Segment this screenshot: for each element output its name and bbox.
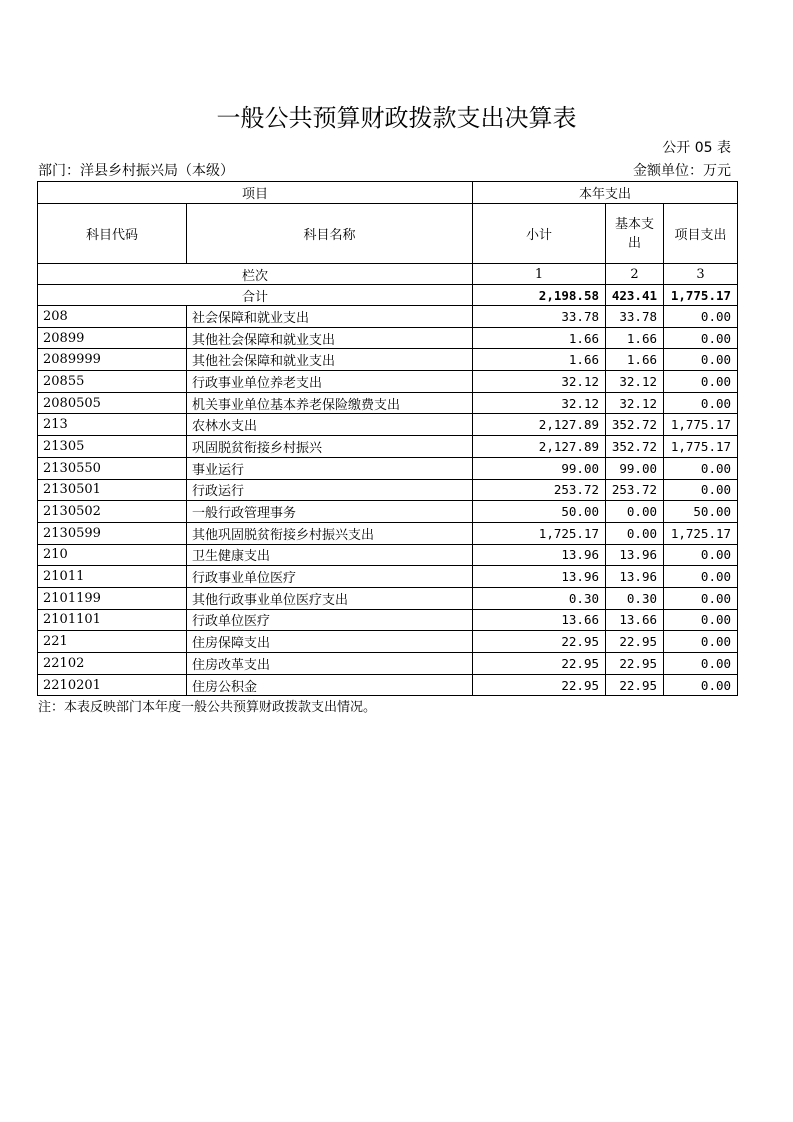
- row-code: 2080505: [38, 392, 187, 414]
- row-project: 0.00: [664, 371, 738, 393]
- row-name: 巩固脱贫衔接乡村振兴: [187, 436, 473, 458]
- row-basic: 0.00: [606, 522, 664, 544]
- row-project: 0.00: [664, 631, 738, 653]
- table-row: [38, 392, 738, 414]
- lanci-1: 1: [473, 264, 606, 285]
- row-name: 其他巩固脱贫衔接乡村振兴支出: [187, 522, 473, 544]
- row-code: 213: [38, 414, 187, 436]
- row-project: 0.00: [664, 457, 738, 479]
- row-project: 1,775.17: [664, 436, 738, 458]
- row-subtotal: 22.95: [473, 653, 606, 675]
- row-name: 其他行政事业单位医疗支出: [187, 587, 473, 609]
- row-code: 210: [38, 544, 187, 566]
- row-code: 21305: [38, 436, 187, 458]
- row-project: 0.00: [664, 544, 738, 566]
- row-subtotal: 253.72: [473, 479, 606, 501]
- row-subtotal: 2,127.89: [473, 414, 606, 436]
- row-name: 其他社会保障和就业支出: [187, 349, 473, 371]
- row-project: 0.00: [664, 327, 738, 349]
- row-basic: 352.72: [606, 414, 664, 436]
- table-row: [38, 522, 738, 544]
- row-code: 2130599: [38, 522, 187, 544]
- row-project: 0.00: [664, 392, 738, 414]
- row-project: 0.00: [664, 653, 738, 675]
- row-subtotal: 1.66: [473, 349, 606, 371]
- row-subtotal: 32.12: [473, 371, 606, 393]
- page-title: 一般公共预算财政拨款支出决算表: [216, 104, 577, 132]
- row-subtotal: 22.95: [473, 674, 606, 696]
- row-project: 0.00: [664, 349, 738, 371]
- table-row: [38, 349, 738, 371]
- table-row: [38, 566, 738, 588]
- table-row: [38, 479, 738, 501]
- row-basic: 13.96: [606, 566, 664, 588]
- row-basic: 0.30: [606, 587, 664, 609]
- header-row-1: [38, 182, 738, 204]
- row-project: 50.00: [664, 501, 738, 523]
- row-basic: 33.78: [606, 306, 664, 328]
- row-basic: 13.96: [606, 544, 664, 566]
- lanci-label: 栏次: [38, 264, 473, 285]
- department-label: 部门：洋县乡村振兴局（本级）: [38, 163, 234, 179]
- lanci-3: 3: [664, 264, 738, 285]
- row-name: 住房改革支出: [187, 653, 473, 675]
- col-header-code: 科目代码: [38, 204, 187, 264]
- row-basic: 0.00: [606, 501, 664, 523]
- row-code: 2101199: [38, 587, 187, 609]
- row-code: 21011: [38, 566, 187, 588]
- lanci-2: 2: [606, 264, 664, 285]
- table-row: [38, 501, 738, 523]
- header-item: 项目: [38, 182, 473, 204]
- table-row: [38, 653, 738, 675]
- table-row: [38, 306, 738, 328]
- header-current-year: 本年支出: [473, 182, 738, 204]
- table-row: [38, 371, 738, 393]
- amount-unit-label: 金额单位：万元: [633, 163, 731, 179]
- row-code: 221: [38, 631, 187, 653]
- row-project: 0.00: [664, 566, 738, 588]
- row-name: 事业运行: [187, 457, 473, 479]
- row-name: 行政单位医疗: [187, 609, 473, 631]
- row-name: 一般行政管理事务: [187, 501, 473, 523]
- row-subtotal: 22.95: [473, 631, 606, 653]
- row-code: 2101101: [38, 609, 187, 631]
- col-header-name: 科目名称: [187, 204, 473, 264]
- row-subtotal: 13.96: [473, 544, 606, 566]
- row-subtotal: 1.66: [473, 327, 606, 349]
- row-name: 卫生健康支出: [187, 544, 473, 566]
- row-name: 机关事业单位基本养老保险缴费支出: [187, 392, 473, 414]
- col-header-basic: 基本支出: [606, 204, 664, 264]
- row-project: 0.00: [664, 587, 738, 609]
- row-basic: 22.95: [606, 653, 664, 675]
- row-project: 1,725.17: [664, 522, 738, 544]
- row-code: 2130501: [38, 479, 187, 501]
- row-code: 20899: [38, 327, 187, 349]
- row-name: 其他社会保障和就业支出: [187, 327, 473, 349]
- col-header-project: 项目支出: [664, 204, 738, 264]
- row-name: 住房保障支出: [187, 631, 473, 653]
- expenditure-table: [37, 181, 738, 696]
- row-subtotal: 33.78: [473, 306, 606, 328]
- total-project: 1,775.17: [664, 285, 738, 306]
- header-row-2: [38, 204, 738, 264]
- row-project: 1,775.17: [664, 414, 738, 436]
- table-row: [38, 587, 738, 609]
- row-name: 住房公积金: [187, 674, 473, 696]
- total-basic: 423.41: [606, 285, 664, 306]
- form-number: 公开 05 表: [662, 140, 731, 156]
- table-row: [38, 609, 738, 631]
- col-header-subtotal: 小计: [473, 204, 606, 264]
- row-name: 社会保障和就业支出: [187, 306, 473, 328]
- row-basic: 253.72: [606, 479, 664, 501]
- footnote: 注：本表反映部门本年度一般公共预算财政拨款支出情况。: [38, 700, 377, 715]
- table-row: [38, 674, 738, 696]
- row-basic: 32.12: [606, 371, 664, 393]
- total-row: [38, 285, 738, 306]
- row-project: 0.00: [664, 674, 738, 696]
- row-project: 0.00: [664, 306, 738, 328]
- row-name: 农林水支出: [187, 414, 473, 436]
- row-subtotal: 99.00: [473, 457, 606, 479]
- row-basic: 13.66: [606, 609, 664, 631]
- row-subtotal: 13.96: [473, 566, 606, 588]
- row-subtotal: 0.30: [473, 587, 606, 609]
- lanci-row: [38, 264, 738, 285]
- total-subtotal: 2,198.58: [473, 285, 606, 306]
- row-name: 行政事业单位医疗: [187, 566, 473, 588]
- total-label: 合计: [38, 285, 473, 306]
- row-basic: 99.00: [606, 457, 664, 479]
- table-row: [38, 414, 738, 436]
- row-basic: 1.66: [606, 349, 664, 371]
- row-project: 0.00: [664, 479, 738, 501]
- table-row: [38, 327, 738, 349]
- table-row: [38, 631, 738, 653]
- row-basic: 22.95: [606, 674, 664, 696]
- row-project: 0.00: [664, 609, 738, 631]
- row-basic: 1.66: [606, 327, 664, 349]
- row-code: 2130550: [38, 457, 187, 479]
- row-basic: 352.72: [606, 436, 664, 458]
- row-code: 2210201: [38, 674, 187, 696]
- table-row: [38, 457, 738, 479]
- row-basic: 32.12: [606, 392, 664, 414]
- row-subtotal: 50.00: [473, 501, 606, 523]
- row-subtotal: 2,127.89: [473, 436, 606, 458]
- row-code: 208: [38, 306, 187, 328]
- row-code: 20855: [38, 371, 187, 393]
- row-subtotal: 1,725.17: [473, 522, 606, 544]
- table-row: [38, 544, 738, 566]
- row-subtotal: 13.66: [473, 609, 606, 631]
- row-name: 行政事业单位养老支出: [187, 371, 473, 393]
- row-code: 2089999: [38, 349, 187, 371]
- row-code: 2130502: [38, 501, 187, 523]
- table-row: [38, 436, 738, 458]
- row-subtotal: 32.12: [473, 392, 606, 414]
- row-code: 22102: [38, 653, 187, 675]
- row-name: 行政运行: [187, 479, 473, 501]
- row-basic: 22.95: [606, 631, 664, 653]
